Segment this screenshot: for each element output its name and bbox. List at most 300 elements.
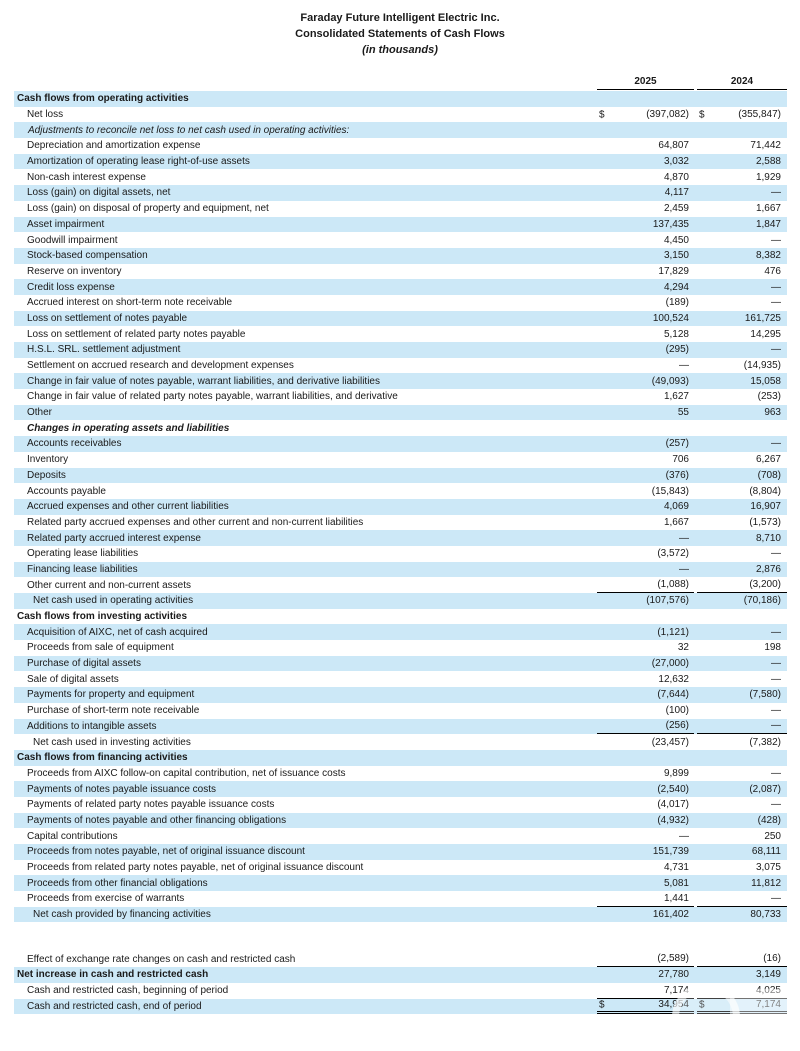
value-2025 [597, 875, 694, 891]
table-row [14, 468, 787, 484]
table-row [14, 781, 787, 797]
row-label: Proceeds from exercise of warrants [27, 893, 185, 905]
value-2025 [597, 983, 694, 999]
value-2025 [597, 530, 694, 546]
row-label: Cash flows from financing activities [17, 752, 188, 764]
value-2025-text: 5,081 [663, 877, 689, 889]
value-2024 [697, 813, 787, 829]
table-row [14, 279, 787, 295]
value-2024 [697, 609, 787, 625]
value-2025 [597, 468, 694, 484]
table-row [14, 515, 787, 531]
table-row [14, 154, 787, 170]
value-2025 [597, 405, 694, 421]
value-2024 [697, 122, 787, 138]
row-label: H.S.L. SRL. settlement adjustment [27, 344, 181, 356]
table-row [14, 122, 787, 138]
value-2024-text: 80,733 [750, 909, 781, 921]
value-2025 [597, 279, 694, 295]
row-label: Additions to intangible assets [27, 720, 157, 732]
value-2025 [597, 358, 694, 374]
value-2024-text: (16) [763, 953, 781, 965]
value-2025-text: 4,069 [663, 501, 689, 513]
table-row [14, 983, 787, 999]
value-2024-text: 1,667 [755, 203, 781, 215]
value-2024-text: — [771, 548, 781, 560]
value-2024 [697, 983, 787, 999]
row-label: Cash and restricted cash, end of period [27, 1000, 202, 1012]
value-2025-text: 1,441 [663, 892, 689, 904]
table-row [14, 91, 787, 107]
table-row [14, 813, 787, 829]
value-2024-text: (428) [757, 814, 781, 826]
value-2025-text: 3,150 [663, 250, 689, 262]
value-2024-text: 4,025 [755, 984, 781, 996]
value-2025-text: 161,402 [652, 909, 689, 921]
value-2025-text: — [679, 563, 689, 575]
table-row [14, 844, 787, 860]
value-2025 [597, 326, 694, 342]
value-2025-text: 64,807 [658, 140, 689, 152]
row-label: Payments of related party notes payable issuance costs [27, 799, 275, 811]
value-2024-text: (3,200) [749, 579, 781, 591]
table-row [14, 420, 787, 436]
value-2025-text: 3,032 [663, 156, 689, 168]
value-2025 [597, 750, 694, 766]
row-label: Net cash provided by financing activities [33, 909, 211, 921]
value-2024-text: 476 [764, 265, 781, 277]
value-2024 [697, 891, 787, 907]
row-label: Loss (gain) on disposal of property and equipment, net [27, 203, 269, 215]
row-label: Settlement on accrued research and development expenses [27, 360, 294, 372]
year-header-row [14, 69, 787, 90]
value-2024 [697, 91, 787, 107]
value-2025 [597, 562, 694, 578]
table-row [14, 405, 787, 421]
value-2024-text: — [771, 344, 781, 356]
table-row [14, 326, 787, 342]
table-row [14, 640, 787, 656]
value-2025 [597, 813, 694, 829]
row-label: Other current and non-current assets [27, 579, 191, 591]
value-2025-text: 2,459 [663, 203, 689, 215]
table-row [14, 185, 787, 201]
value-2024 [697, 452, 787, 468]
value-2024 [697, 951, 787, 967]
value-2025-text: 55 [677, 407, 689, 419]
value-2025 [597, 967, 694, 983]
row-label: Stock-based compensation [27, 250, 148, 262]
row-label: Goodwill impairment [27, 234, 118, 246]
dollar-sign: $ [599, 999, 605, 1011]
value-2024 [697, 860, 787, 876]
value-2024 [697, 264, 787, 280]
value-2025 [597, 138, 694, 154]
value-2025-text: (27,000) [651, 658, 689, 670]
value-2024 [697, 468, 787, 484]
value-2024-text: 2,588 [755, 156, 781, 168]
value-2024-text: — [771, 705, 781, 717]
row-label: Accounts payable [27, 485, 106, 497]
value-2024-text: 1,929 [755, 171, 781, 183]
value-2025-text: (107,576) [646, 595, 689, 607]
value-2025-text: 27,780 [658, 969, 689, 981]
value-2025-text: 4,450 [663, 234, 689, 246]
row-label: Net cash used in investing activities [33, 736, 191, 748]
value-2025-text: 151,739 [652, 846, 689, 858]
value-2025 [597, 828, 694, 844]
value-2024 [697, 373, 787, 389]
value-2025-text: — [679, 830, 689, 842]
table-row [14, 703, 787, 719]
value-2025 [597, 185, 694, 201]
value-2025 [597, 436, 694, 452]
value-2024-text: 8,382 [755, 250, 781, 262]
value-2024 [697, 828, 787, 844]
value-2025 [597, 951, 694, 967]
value-2025-text: (189) [665, 297, 689, 309]
value-2024 [697, 483, 787, 499]
row-label: Related party accrued interest expense [27, 532, 201, 544]
value-2025 [597, 671, 694, 687]
value-2025 [597, 719, 694, 735]
units-note: (in thousands) [362, 44, 438, 56]
value-2024-text: (2,087) [749, 783, 781, 795]
value-2025-text: — [679, 532, 689, 544]
value-2024 [697, 734, 787, 750]
row-label: Sale of digital assets [27, 673, 119, 685]
table-row [14, 907, 787, 923]
value-2025-text: (15,843) [651, 485, 689, 497]
value-2025 [597, 687, 694, 703]
row-label: Change in fair value of notes payable, warrant liabilities, and derivative liabilities [27, 375, 380, 387]
value-2024-text: 963 [764, 407, 781, 419]
table-row [14, 373, 787, 389]
row-label: Deposits [27, 469, 66, 481]
value-2025 [597, 593, 694, 609]
value-2025 [597, 342, 694, 358]
value-2024 [697, 515, 787, 531]
dollar-sign: $ [599, 109, 605, 121]
value-2025-text: (4,932) [657, 814, 689, 826]
value-2024 [697, 154, 787, 170]
value-2025 [597, 452, 694, 468]
value-2025-text: 4,731 [663, 862, 689, 874]
value-2024 [697, 279, 787, 295]
column-header-2024: 2024 [697, 76, 787, 90]
row-label: Depreciation and amortization expense [27, 140, 201, 152]
row-label: Amortization of operating lease right-of-use assets [27, 156, 250, 168]
row-label: Proceeds from AIXC follow-on capital contribution, net of issuance costs [27, 767, 346, 779]
value-2024 [697, 999, 787, 1015]
value-2024-text: 15,058 [750, 375, 781, 387]
value-2025 [597, 703, 694, 719]
value-2024-text: — [771, 297, 781, 309]
value-2025-text: (257) [665, 438, 689, 450]
row-label: Accrued interest on short-term note receivable [27, 297, 233, 309]
value-2024-text: 198 [764, 642, 781, 654]
row-label: Payments for property and equipment [27, 689, 195, 701]
value-2024-text: 3,075 [755, 862, 781, 874]
row-label: Related party accrued expenses and other current and non-current liabilities [27, 516, 364, 528]
value-2025 [597, 389, 694, 405]
value-2025 [597, 797, 694, 813]
value-2025 [597, 169, 694, 185]
value-2025-text: 12,632 [658, 673, 689, 685]
value-2024 [697, 342, 787, 358]
table-row [14, 499, 787, 515]
value-2025-text: 5,128 [663, 328, 689, 340]
row-label: Net increase in cash and restricted cash [17, 969, 209, 981]
value-2025 [597, 311, 694, 327]
value-2025 [597, 577, 694, 593]
value-2024 [697, 358, 787, 374]
value-2024 [697, 389, 787, 405]
value-2025-text: (49,093) [651, 375, 689, 387]
value-2024 [697, 703, 787, 719]
value-2024-text: — [771, 720, 781, 732]
table-row [14, 107, 787, 123]
table-row [14, 530, 787, 546]
value-2024 [697, 656, 787, 672]
value-2025 [597, 499, 694, 515]
table-row [14, 201, 787, 217]
row-label: Loss (gain) on digital assets, net [27, 187, 171, 199]
value-2024 [697, 671, 787, 687]
value-2024 [697, 295, 787, 311]
row-label: Acquisition of AIXC, net of cash acquired [27, 626, 208, 638]
dollar-sign: $ [699, 109, 705, 121]
value-2024 [697, 907, 787, 923]
row-label: Change in fair value of related party notes payable, warrant liabilities, and derivative [27, 391, 398, 403]
value-2024 [697, 562, 787, 578]
value-2025-text: (397,082) [646, 109, 689, 121]
row-label: Proceeds from sale of equipment [27, 642, 174, 654]
value-2024-text: (1,573) [749, 516, 781, 528]
value-2024-text: 71,442 [750, 140, 781, 152]
table-row [14, 766, 787, 782]
value-2024-text: 250 [764, 830, 781, 842]
dollar-sign: $ [699, 999, 705, 1011]
value-2024-text: — [771, 234, 781, 246]
row-label: Loss on settlement of related party notes payable [27, 328, 246, 340]
row-label: Loss on settlement of notes payable [27, 312, 188, 324]
value-2024 [697, 217, 787, 233]
value-2025 [597, 483, 694, 499]
value-2024-text: — [771, 187, 781, 199]
row-label: Reserve on inventory [27, 265, 122, 277]
value-2024 [697, 967, 787, 983]
value-2024-text: 2,876 [755, 563, 781, 575]
table-row [14, 687, 787, 703]
value-2024 [697, 593, 787, 609]
value-2025-text: (376) [665, 469, 689, 481]
row-label: Cash flows from investing activities [17, 611, 188, 623]
value-2025 [597, 154, 694, 170]
row-label: Non-cash interest expense [27, 171, 146, 183]
value-2024 [697, 781, 787, 797]
value-2025-text: — [679, 360, 689, 372]
value-2025 [597, 860, 694, 876]
value-2024-text: — [771, 281, 781, 293]
table-row [14, 875, 787, 891]
table-row [14, 169, 787, 185]
value-2024-text: 161,725 [744, 312, 781, 324]
value-2024-text: 8,710 [755, 532, 781, 544]
value-2024 [697, 311, 787, 327]
row-label: Effect of exchange rate changes on cash and restricted cash [27, 953, 296, 965]
value-2024 [697, 875, 787, 891]
value-2025 [597, 122, 694, 138]
value-2024-text: (708) [757, 469, 781, 481]
value-2025 [597, 295, 694, 311]
row-label: Asset impairment [27, 218, 105, 230]
table-row [14, 797, 787, 813]
value-2024 [697, 201, 787, 217]
table-row [14, 828, 787, 844]
value-2024-text: 16,907 [750, 501, 781, 513]
value-2024-text: (253) [757, 391, 781, 403]
value-2024-text: (8,804) [749, 485, 781, 497]
row-label: Cash flows from operating activities [17, 93, 189, 105]
value-2024-text: (7,580) [749, 689, 781, 701]
row-label: Changes in operating assets and liabilities [27, 422, 230, 434]
value-2025 [597, 91, 694, 107]
value-2025-text: 100,524 [652, 312, 689, 324]
statement-title: Consolidated Statements of Cash Flows [295, 28, 505, 40]
value-2025-text: (1,121) [657, 626, 689, 638]
value-2025-text: 706 [672, 454, 689, 466]
value-2024-text: (14,935) [743, 360, 781, 372]
table-rows [14, 91, 787, 1014]
value-2025-text: 4,294 [663, 281, 689, 293]
row-label: Purchase of digital assets [27, 658, 141, 670]
value-2024 [697, 530, 787, 546]
table-row [14, 656, 787, 672]
table-row [14, 671, 787, 687]
row-label: Adjustments to reconcile net loss to net cash used in operating activities: [28, 124, 350, 136]
value-2024-text: — [771, 799, 781, 811]
value-2024-text: 1,847 [755, 218, 781, 230]
table-row [14, 860, 787, 876]
table-row [14, 138, 787, 154]
table-row [14, 311, 787, 327]
value-2024 [697, 624, 787, 640]
row-label: Proceeds from other financial obligations [27, 877, 208, 889]
value-2025-text: 34,954 [658, 999, 689, 1011]
value-2024 [697, 248, 787, 264]
value-2024 [697, 138, 787, 154]
value-2025 [597, 999, 694, 1015]
table-row [14, 389, 787, 405]
value-2025-text: (4,017) [657, 799, 689, 811]
row-label: Other [27, 407, 53, 419]
table-row [14, 562, 787, 578]
value-2025-text: (2,589) [657, 953, 689, 965]
value-2025 [597, 891, 694, 907]
value-2025 [597, 624, 694, 640]
row-label: Net cash used in operating activities [33, 595, 194, 607]
value-2025 [597, 609, 694, 625]
value-2024 [697, 546, 787, 562]
table-row [14, 609, 787, 625]
table-row [14, 295, 787, 311]
row-label: Accounts receivables [27, 438, 122, 450]
table-row [14, 483, 787, 499]
row-label: Proceeds from notes payable, net of original issuance discount [27, 846, 305, 858]
value-2024-text: (70,186) [743, 595, 781, 607]
row-label: Cash and restricted cash, beginning of period [27, 985, 229, 997]
table-row [14, 217, 787, 233]
value-2025-text: (7,644) [657, 689, 689, 701]
column-header-2025: 2025 [597, 76, 694, 90]
row-label: Accrued expenses and other current liabilities [27, 501, 229, 513]
value-2025 [597, 766, 694, 782]
value-2024-text: 11,812 [751, 877, 781, 889]
value-2025 [597, 781, 694, 797]
value-2024 [697, 326, 787, 342]
row-label: Inventory [27, 454, 69, 466]
row-label: Credit loss expense [27, 281, 115, 293]
value-2024 [697, 640, 787, 656]
table-row [14, 264, 787, 280]
value-2024-text: 68,111 [751, 846, 781, 858]
row-label: Capital contributions [27, 830, 118, 842]
value-2025 [597, 248, 694, 264]
row-label: Payments of notes payable issuance costs [27, 783, 216, 795]
table-row [14, 248, 787, 264]
table-row [14, 358, 787, 374]
table-row [14, 546, 787, 562]
document-header [0, 10, 800, 58]
value-2024 [697, 436, 787, 452]
value-2025 [597, 420, 694, 436]
value-2024 [697, 577, 787, 593]
value-2025-text: (1,088) [657, 579, 689, 591]
value-2024 [697, 169, 787, 185]
value-2024 [697, 107, 787, 123]
cash-flow-table [14, 69, 787, 1014]
value-2024-text: — [771, 767, 781, 779]
value-2024 [697, 185, 787, 201]
value-2025 [597, 373, 694, 389]
value-2024 [697, 420, 787, 436]
value-2025-text: 1,627 [663, 391, 689, 403]
value-2024-text: — [771, 673, 781, 685]
value-2025-text: 4,870 [663, 171, 689, 183]
value-2024 [697, 719, 787, 735]
table-row [14, 452, 787, 468]
value-2024-text: (7,382) [749, 736, 781, 748]
value-2024-text: (355,847) [738, 109, 781, 121]
value-2025 [597, 264, 694, 280]
value-2025-text: 7,174 [663, 984, 689, 996]
value-2025 [597, 907, 694, 923]
table-row [14, 750, 787, 766]
value-2024-text: 3,149 [755, 969, 781, 981]
table-row [14, 624, 787, 640]
table-row [14, 436, 787, 452]
value-2025-text: 137,435 [652, 218, 689, 230]
row-label: Purchase of short-term note receivable [27, 705, 200, 717]
row-label: Payments of notes payable and other financing obligations [27, 814, 287, 826]
value-2025-text: 9,899 [663, 767, 689, 779]
value-2025-text: (23,457) [651, 736, 689, 748]
table-row [14, 999, 787, 1015]
row-label: Proceeds from related party notes payable, net of original issuance discount [27, 862, 364, 874]
value-2025 [597, 656, 694, 672]
table-row [14, 891, 787, 907]
